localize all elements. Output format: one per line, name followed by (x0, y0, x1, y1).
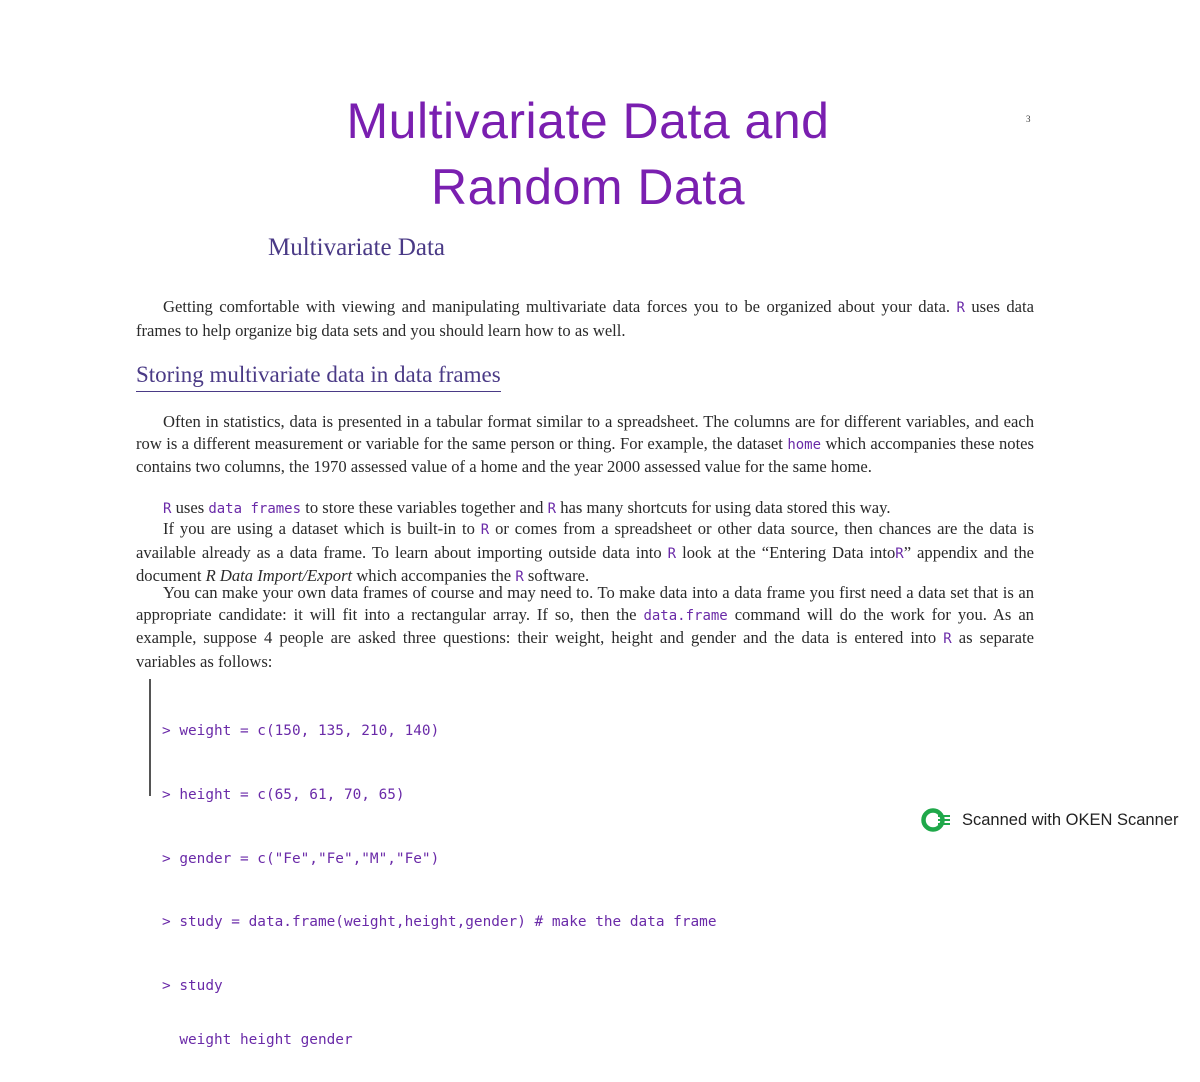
page-number: 3 (1026, 114, 1031, 124)
r-label: R (895, 545, 904, 562)
section-heading-storing: Storing multivariate data in data frames (136, 362, 501, 392)
para4-text-b: command will do the work for you. As an example, suppose 4 people are asked three questions: their weight, height and gender and the data is entered into (136, 604, 1034, 647)
paragraph-3 (136, 518, 1034, 589)
para3-text-a: If you are using a dataset which is built-in to (163, 519, 475, 538)
paragraph-2 (136, 497, 1034, 521)
r-label: R (943, 631, 952, 647)
para2-text-c: has many shortcuts for using data stored this way. (560, 498, 891, 517)
r-label: R (480, 522, 490, 538)
paragraph-4 (136, 582, 1034, 672)
para2-text-a: uses (175, 498, 205, 517)
para3-text-b: or comes from a spreadsheet or other data source, then chances are the data is available already as a data frame. To learn about importing outside data into (136, 519, 1034, 562)
intro-text: Getting comfortable with viewing and manipulating multivariate data forces you to be organized about your data. (163, 297, 950, 316)
para1-text-b: which accompanies these notes contains two columns, the 1970 assessed value of a home and the year 2000 assessed value for the same home. (136, 433, 1035, 476)
r-label: R (547, 501, 557, 517)
document-title (300, 88, 876, 220)
code-line: > study = data.frame(weight,height,gender) # make the data frame (162, 914, 717, 931)
intro-paragraph (136, 296, 1034, 341)
r-label: R (163, 501, 172, 517)
code-data-frames: data frames (208, 501, 302, 517)
section-heading-multivariate: Multivariate Data (268, 234, 446, 261)
scanner-watermark (922, 806, 1178, 834)
title-line-2: Random Data (431, 159, 745, 215)
code-line: > study (162, 977, 223, 994)
r-label: R (956, 300, 965, 316)
code-line: > height = c(65, 61, 70, 65) (162, 787, 405, 804)
code-block (149, 679, 849, 1049)
document-title-italic: R Data Import/Export (205, 566, 353, 585)
para1-text-a: Often in statistics, data is presented in a tabular format similar to a spreadsheet. The columns are for different variables, and each row is a different measurement or variable for the same person or thing. For example, the dataset (136, 412, 1034, 453)
r-label: R (667, 545, 677, 562)
para4-text-a: You can make your own data frames of course and may need to. To make data into a data frame you first need a data set that is an appropriate candidate: it will fit into a rectangular array. If so, then the (136, 583, 1034, 624)
para3-text-f: software. (527, 566, 590, 585)
para3-text-c: look at the “Entering Data into (682, 542, 896, 562)
r-label: R (515, 569, 524, 585)
scanner-label: Scanned with OKEN Scanner (962, 810, 1179, 829)
para3-text-e: which accompanies the (356, 566, 512, 585)
para3-text-d: ” appendix and the document (136, 542, 1034, 585)
code-line-truncated: weight height gender (162, 1032, 353, 1049)
paragraph-1 (136, 411, 1034, 478)
code-line: > gender = c("Fe","Fe","M","Fe") (162, 850, 440, 867)
code-line: > weight = c(150, 135, 210, 140) (162, 723, 440, 740)
title-line-1: Multivariate Data and (346, 93, 830, 149)
oken-scanner-icon (922, 808, 952, 832)
intro-text-2: uses data frames to help organize big data sets and you should learn how to as well. (136, 297, 1034, 340)
code-home: home (787, 436, 822, 453)
code-data-frame: data.frame (643, 607, 728, 624)
para2-text-b: to store these variables together and (305, 498, 544, 517)
para4-text-c: as separate variables as follows: (136, 628, 1034, 671)
